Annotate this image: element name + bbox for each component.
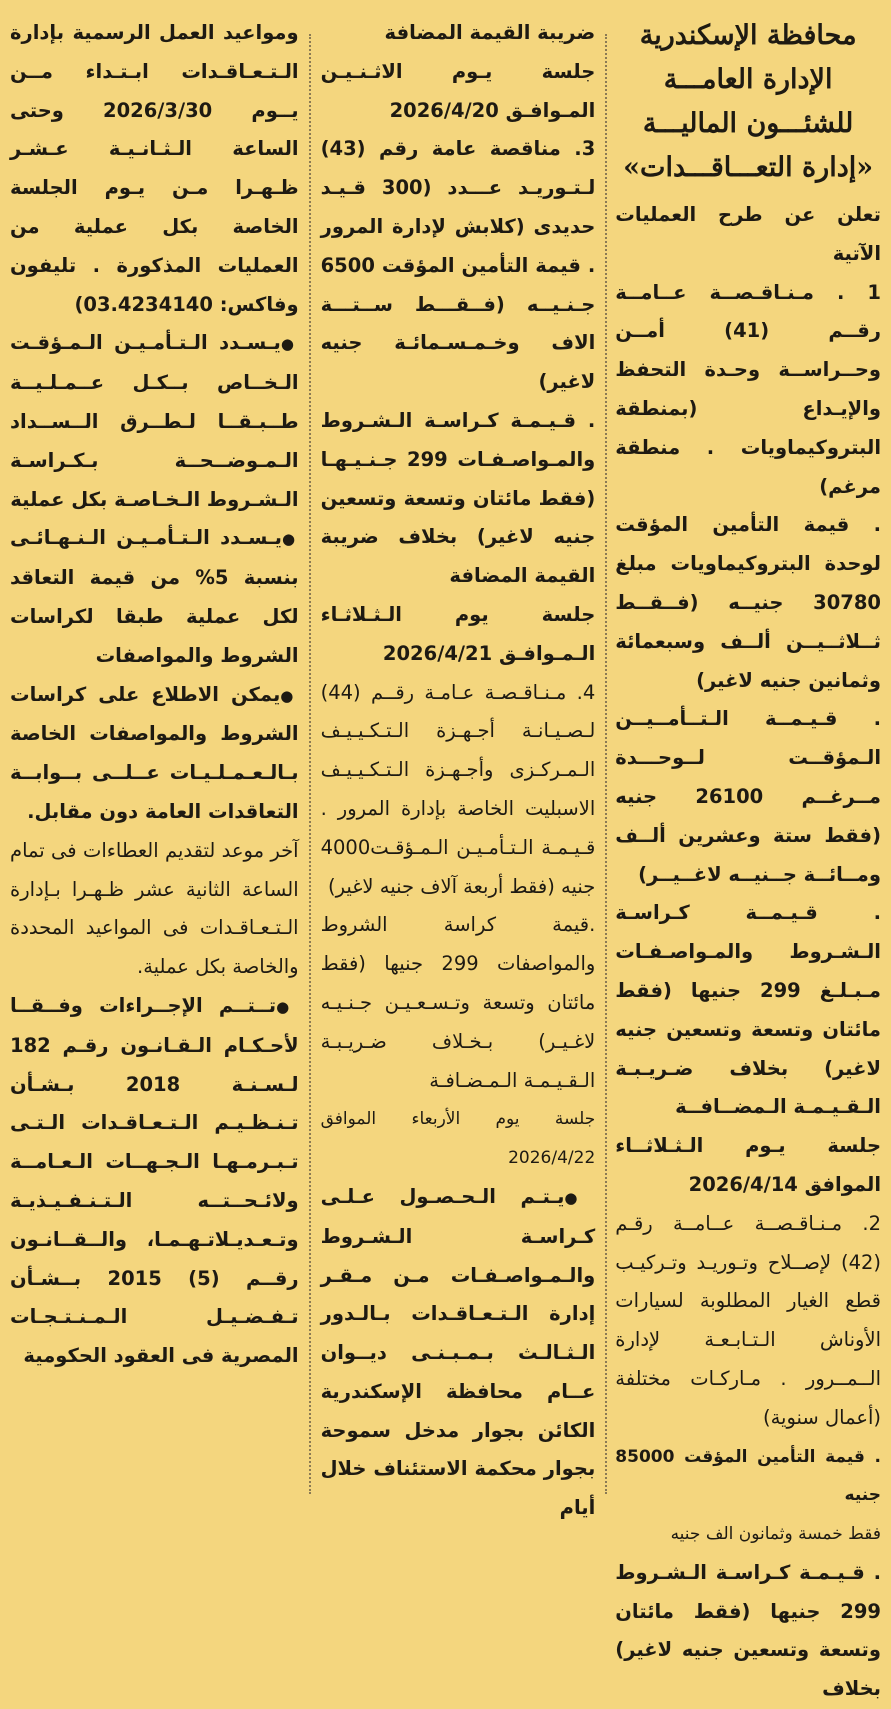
tender-44-booklet-price: .قيمة كراسة الشروط والمواصفات 299 جنيها (فقط مائتان وتسعة وتـسـعـيـن جـنـيـه لاغـيـر) بـخـلاف ضـريـبـة الـقـيـمـة الـمـضـافـة <box>320 913 596 1092</box>
tender-44-title: 4. مـنـاقـصـة عـامـة رقــم (44) لـصـيـانـة أجـهـزة الـتـكـيـيـف الـمـركـزى وأجـهـزة الـتـكـيـيـف الاسبليت الخاصة بإدارة المرور . قـيـمـة الـتـأمـيـن الـمـؤقـت4000 جنيه (فقط أربعة آلاف جنيه لاغير) <box>320 680 596 898</box>
heading-line-governorate: محافظة الإسكندرية <box>639 20 857 51</box>
column-middle <box>311 14 606 1520</box>
tender-42-session: جلسة يـوم الاثـنـيـن المـوافـق 2026/4/20 <box>320 59 596 122</box>
ad-heading <box>615 14 881 190</box>
heading-line-general-admin: الإدارة العامـــة <box>663 64 833 95</box>
tender-42-title: 2. مـنـاقـصــة عــامــة رقـم (42) لإصــلاح وتـوريـد وتـركيـب قطع الغيار المطلوبة لسيارات الأوناش الـتـابـعـة لإدارة الــمــرور . مـاركـات مختلفة (أعمال سنوية) <box>615 1211 881 1429</box>
tender-42-insurance-words: فقط خمسة وثمانون الف جنيه <box>670 1524 881 1545</box>
final-insurance-note: ● يـسـدد الـتـأمـيـن الـنـهـائـى بنسبة 5% من قيمة التعاقد لكل عملية طبقا لكراسات الشروط والمواصفات <box>10 519 299 675</box>
bid-deadline-note: آخر موعد لتقديم العطاءات فى تمام الساعة الثانية عشر ظـهـرا بـإدارة الـتـعـاقـدات فى المواعيد المحددة والخاصة بكل عملية. <box>10 838 299 979</box>
obtain-booklet-note: ● يـتـم الـحـصـول عـلـى كـراسـة الـشـروط والـمـواصـفـات مـن مـقـر إدارة الـتـعـاقـدات بـالـدور الـثـالـث بـمـبـنـى ديــوان عــام محافظة الإسكندرية الكائن بجوار مدخل سموحة بجوار محكمة الاستئناف خلال أيام <box>321 1178 596 1528</box>
tender-43-title: 3. مناقصة عامة رقم (43) لـتـوريـد عـــدد (300 قـيـد حديدى (كلابش لإدارة المرور . قيمة التأمين المؤقت 6500 جـنـيــه (فــقـــط ســتـــة الاف وخـمـسـمائـة جنيه لاغير) <box>320 137 596 394</box>
temporary-insurance-note: ● يـسـدد الـتـأمـيـن الـمـؤقـت الـخــاص بــكـل عــمـلـيــة طــبـقــا لـطــرق الــســداد الـمـوضــحــة بـكـراسـة الـشـروط الـخـاصـة بكل عملية <box>10 324 299 519</box>
working-hours-note: ومواعيد العمل الرسمية بإدارة الـتـعـاقـدات ابـتـداء مــن يــوم 2026/3/30 وحتى الساعة الـثـانـيـة عـشـر ظـهـرا مـن يـوم الجلسة الخاصة بكل عملية من العمليات المذكورة . تليفون وفاكس: 03.4234140) <box>10 21 299 316</box>
tender-41-booklet-price: . قـيـمــة كـراسـة الـشـروط والمـواصـفـات مـبـلـغ 299 جنيها (فقط مائتان وتسعة وتسعين جنيه لاغير) بخلاف ضـريـبـة الـقـيـمـة الـمضــافــة <box>615 901 881 1119</box>
tender-42-insurance: . قيمة التأمين المؤقت 85000 جنيه <box>615 1446 881 1506</box>
tender-43-booklet-price: . قـيـمـة كـراسـة الـشـروط والمـواصـفـات 299 جـنـيـهـا (فقط مائتان وتسعة وتسعين جنيه لاغير) بخلاف ضريبة القيمة المضافة <box>320 408 596 588</box>
heading-line-financial-affairs: للشئـــون الماليـــة <box>642 108 854 139</box>
column-divider <box>605 34 607 1494</box>
heading-line-contracts-dept: «إدارة التعـــاقـــدات» <box>623 152 874 183</box>
tender-43-session: جلسة يوم الـثـلاثـاء الـمـوافـق 2026/4/21 <box>320 602 596 665</box>
column-divider <box>309 34 311 1494</box>
tax-note: ضريبة القيمة المضافة <box>384 21 596 44</box>
tender-41-insurance-marghem: . قـيـمــة الـتــأمــيــن الـمؤقــت لــوحـــدة مــرغــم 26100 جنيه (فقط ستة وعشرين ألــف ومــائــة جــنيــه لاغــيــر) <box>615 707 882 886</box>
column-right <box>607 14 882 1701</box>
tender-44-session: جلسة يوم الأربعاء الموافق 2026/4/22 <box>320 1109 596 1169</box>
law-note: ● تــتــم الإجــراءات وفــقــا لأحـكـام الـقـانـون رقـم 182 لـسـنـة 2018 بـشـأن تـنـظـيـم الـتـعـاقـدات الـتـى تـبـرمـهـا الـجـهــات الـعـامــة ولائـحــتــه الـتـنـفـيـذيـة وتـعـديـلاتـهـمـا، والــقــانـون رقــم (5) 2015 بــشـأن تـفـضـيـل الـمـنـتـجـات المصرية فى العقود الحكومية <box>10 987 299 1376</box>
tender-41-session: جلسة يـوم الـثـلاثــاء الموافق 2026/4/14 <box>615 1134 881 1196</box>
tender-41-title: 1 . مـنـاقـصــة عــامــة رقــم (41) أمــن وحــراســة وحـدة التحفظ والإيـداع (بمنطقة البتروكيماويات . منطقة مرغم) <box>615 280 881 498</box>
tender-42-booklet-price: . قـيـمـة كـراسـة الـشـروط 299 جنيها (فقط مائتان وتسعة وتسعين جنيه لاغير) بخلاف <box>615 1560 881 1701</box>
review-booklets-note: ● يمكن الاطلاع على كراسات الشروط والمواصفات الخاصة بـالـعـمـلـيـات عــلــى بــوابــة التعاقدات العامة دون مقابل. <box>10 676 299 832</box>
tender-41-insurance-petro: . قيمة التأمين المؤقت لوحدة البتروكيماويات مبلغ 30780 جنيــه (فــقــط ثــلاثــيــن ألــف وسبعمائة وثمانين جنيه لاغير) <box>615 513 881 692</box>
intro-text: تعلن عن طرح العمليات الآتية <box>615 203 881 265</box>
column-left <box>10 14 309 1499</box>
